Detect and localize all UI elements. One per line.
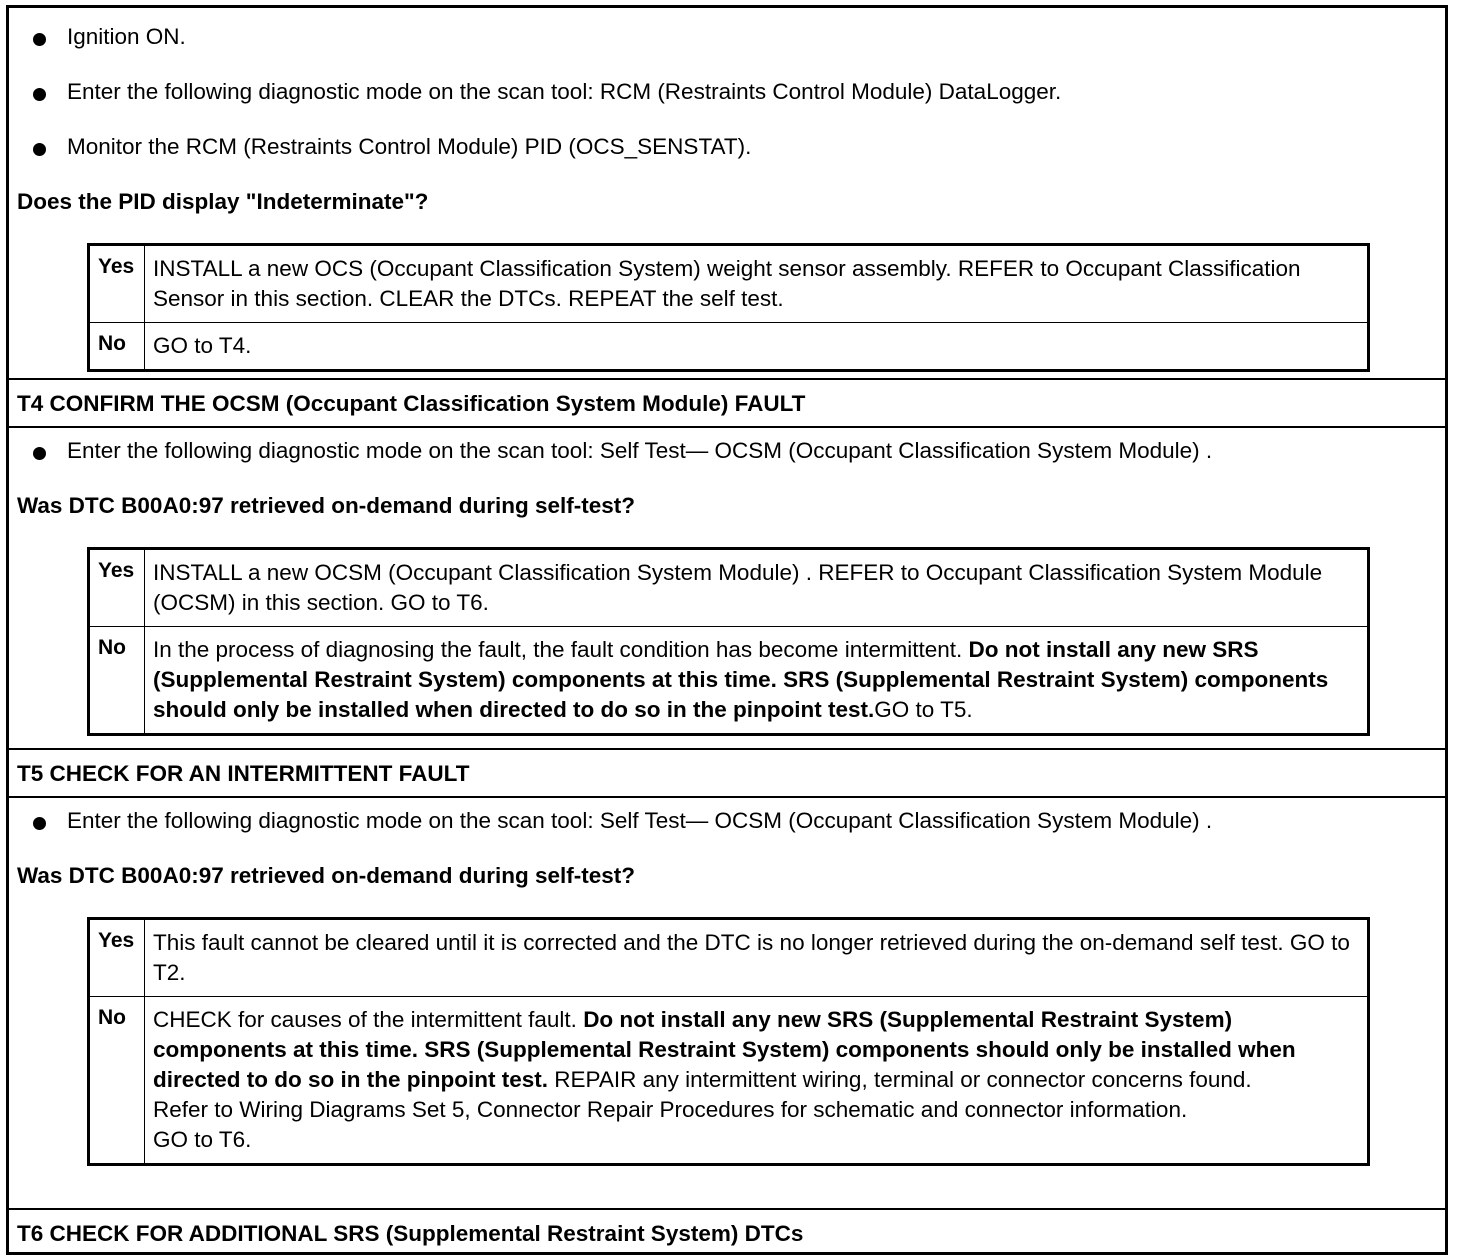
- yes-action: This fault cannot be cleared until it is corrected and the DTC is no longer retrieved during the on-demand self test. GO to T2.: [145, 919, 1369, 997]
- step-t5-body: [9, 796, 1445, 1208]
- yes-no-table: [87, 547, 1370, 736]
- bullet-text: Ignition ON.: [67, 24, 186, 49]
- no-action-repair: REPAIR any intermittent wiring, terminal or connector concerns found.: [548, 1067, 1252, 1092]
- step-t4: [9, 378, 1445, 426]
- bullet-dot-icon: [33, 88, 46, 101]
- no-action: [145, 627, 1369, 735]
- yes-row: [89, 245, 1369, 323]
- no-action-text: CHECK for causes of the intermittent fault.: [153, 1007, 584, 1032]
- bullet-item: [9, 132, 1445, 162]
- step-t3-continued: [9, 8, 1445, 378]
- bullet-item: [9, 436, 1445, 466]
- step-question: Does the PID display "Indeterminate"?: [17, 189, 429, 214]
- no-row: [89, 627, 1369, 735]
- step-heading: T5 CHECK FOR AN INTERMITTENT FAULT: [17, 761, 470, 786]
- yes-no-table: [87, 243, 1370, 372]
- yes-row: [89, 919, 1369, 997]
- no-action: GO to T4.: [145, 323, 1369, 371]
- bullet-dot-icon: [33, 143, 46, 156]
- no-label: No: [89, 323, 145, 371]
- bullet-item: [9, 77, 1445, 107]
- procedure-page: [6, 5, 1448, 1255]
- no-action: [145, 997, 1369, 1165]
- no-action-warning: Do not install any new SRS (Supplemental Restraint System) components at this time. SRS (Supplemental Restraint System) components should only be installed when directed to do so in the pinpoint test.: [153, 1007, 1296, 1092]
- no-action-warning: Do not install any new SRS (Supplemental Restraint System) components at this time. SRS (Supplemental Restraint System) components should only be installed when directed to do so in the pinpoint test.: [153, 637, 1329, 722]
- step-heading: T4 CONFIRM THE OCSM (Occupant Classification System Module) FAULT: [17, 391, 806, 416]
- step-t4-body: [9, 426, 1445, 748]
- bullet-dot-icon: [33, 817, 46, 830]
- bullet-text: Enter the following diagnostic mode on the scan tool: RCM (Restraints Control Module) DataLogger.: [67, 79, 1062, 104]
- no-label: No: [89, 627, 145, 735]
- bullet-dot-icon: [33, 447, 46, 460]
- step-t6: [9, 1208, 1445, 1256]
- no-label: No: [89, 997, 145, 1165]
- no-row: [89, 997, 1369, 1165]
- yes-label: Yes: [89, 549, 145, 627]
- yes-row: [89, 549, 1369, 627]
- bullet-item: [9, 806, 1445, 836]
- no-action-next: GO to T5.: [874, 697, 973, 722]
- step-question: Was DTC B00A0:97 retrieved on-demand during self-test?: [17, 493, 636, 518]
- yes-label: Yes: [89, 245, 145, 323]
- step-question: Was DTC B00A0:97 retrieved on-demand during self-test?: [17, 863, 636, 888]
- step-heading: T6 CHECK FOR ADDITIONAL SRS (Supplemental Restraint System) DTCs: [17, 1221, 804, 1246]
- yes-label: Yes: [89, 919, 145, 997]
- no-action-text: In the process of diagnosing the fault, the fault condition has become intermittent.: [153, 637, 969, 662]
- bullet-text: Monitor the RCM (Restraints Control Module) PID (OCS_SENSTAT).: [67, 134, 752, 159]
- bullet-text: Enter the following diagnostic mode on the scan tool: Self Test— OCSM (Occupant Classification System Module) .: [67, 808, 1213, 833]
- no-row: [89, 323, 1369, 371]
- bullet-text: Enter the following diagnostic mode on the scan tool: Self Test— OCSM (Occupant Classification System Module) .: [67, 438, 1213, 463]
- bullet-item: [9, 22, 1445, 52]
- yes-no-table: [87, 917, 1370, 1166]
- no-action-next: GO to T6.: [153, 1127, 252, 1152]
- yes-action: INSTALL a new OCS (Occupant Classification System) weight sensor assembly. REFER to Occupant Classification Sensor in this section. CLEAR the DTCs. REPEAT the self test.: [145, 245, 1369, 323]
- bullet-dot-icon: [33, 33, 46, 46]
- no-action-reference: Refer to Wiring Diagrams Set 5, Connector Repair Procedures for schematic and connector information.: [153, 1097, 1188, 1122]
- step-t5: [9, 748, 1445, 796]
- yes-action: INSTALL a new OCSM (Occupant Classification System Module) . REFER to Occupant Classification System Module (OCSM) in this section. GO to T6.: [145, 549, 1369, 627]
